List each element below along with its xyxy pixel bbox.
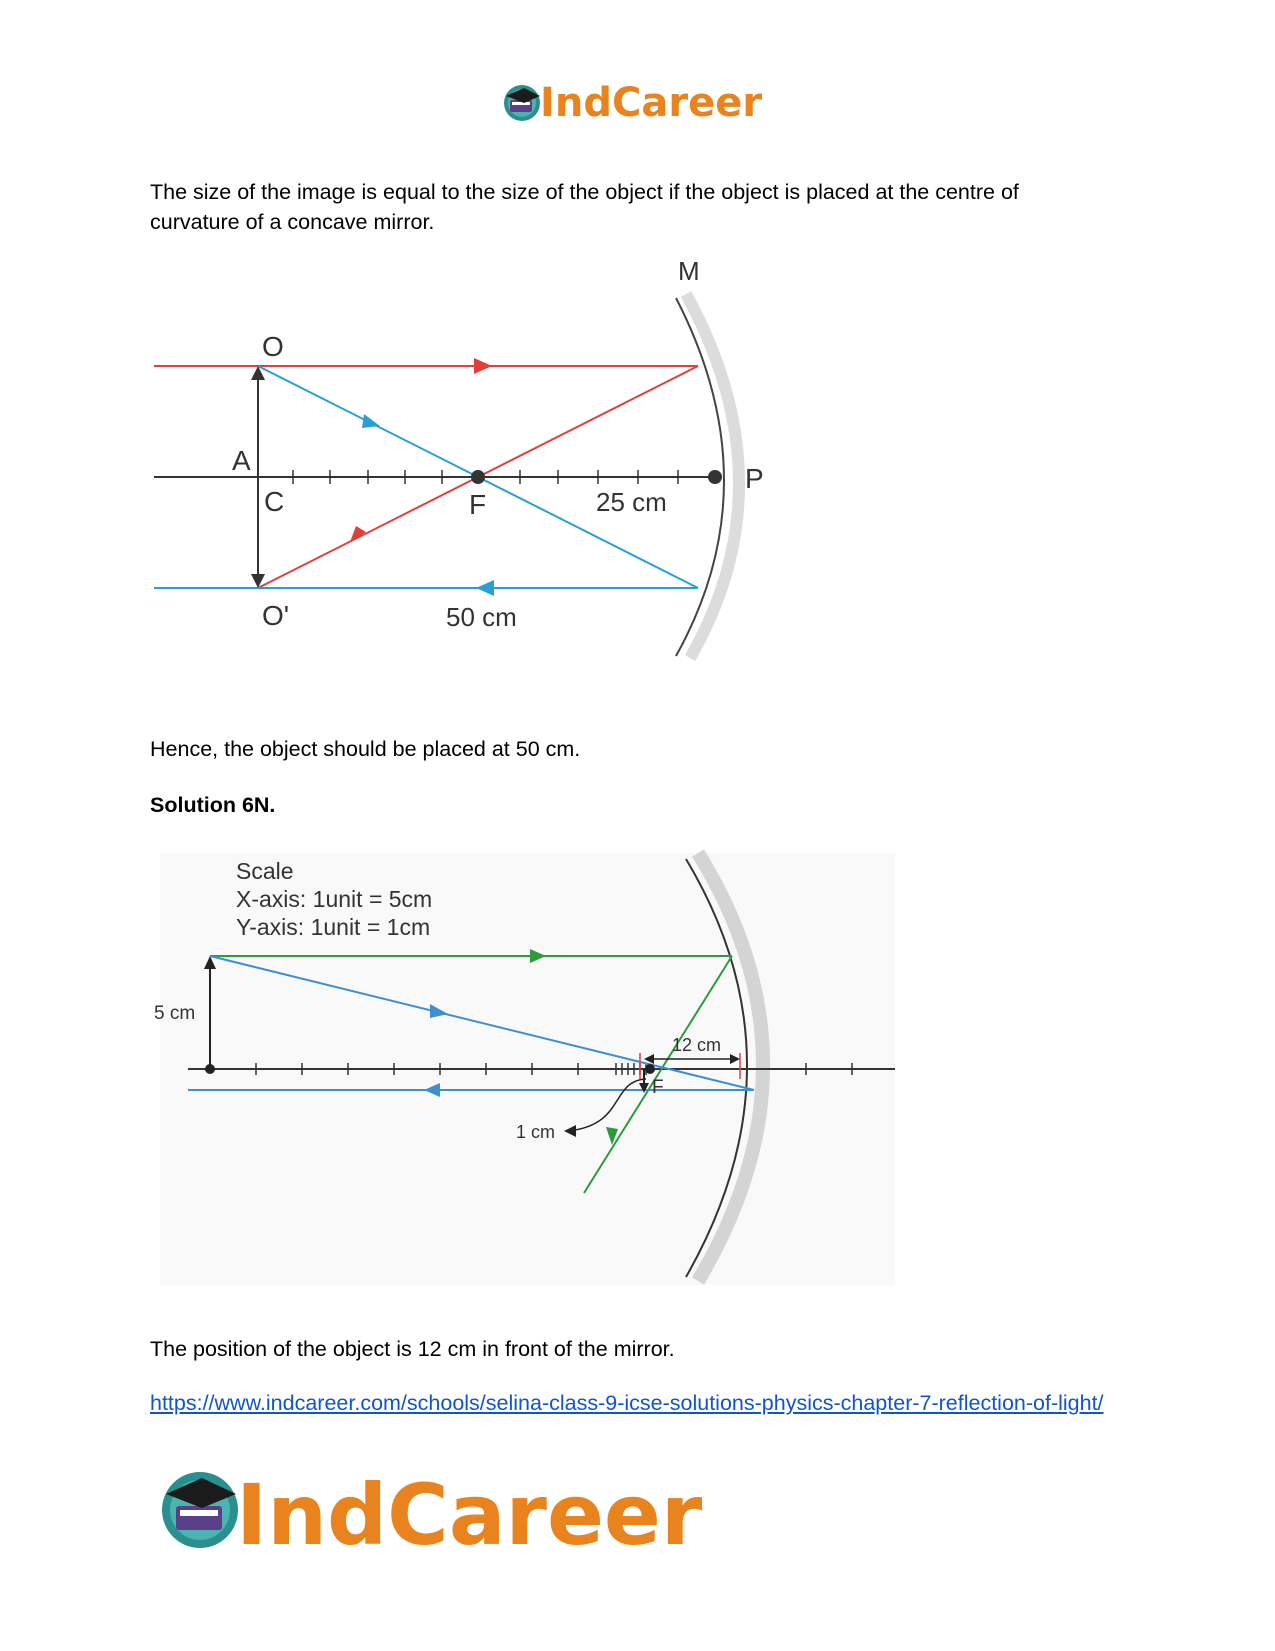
- object-base-point: [205, 1064, 215, 1074]
- arrow-down-right-icon: [362, 414, 380, 428]
- concave-mirror-diagram-1: [150, 256, 800, 702]
- indcareer-logo: [500, 78, 790, 128]
- logo-wordmark: IndCareer: [540, 80, 763, 126]
- indcareer-logo-large: [158, 1460, 703, 1564]
- solution-heading: Solution 6N.: [150, 793, 276, 817]
- label-p: P: [745, 463, 764, 494]
- pole-point: [708, 470, 722, 484]
- label-o: O: [262, 331, 284, 362]
- concave-mirror-diagram-2: [154, 853, 895, 1285]
- focus-label: F: [652, 1077, 664, 1098]
- image-distance-label: 12 cm: [672, 1035, 722, 1055]
- graduation-cap-book-icon: [162, 1472, 238, 1548]
- label-m: M: [678, 256, 700, 286]
- label-o-prime: O': [262, 600, 290, 631]
- label-a: A: [232, 445, 251, 476]
- label-focal-length: 25 cm: [596, 487, 667, 517]
- label-c: C: [264, 486, 285, 517]
- label-f: F: [469, 489, 487, 520]
- arrow-left-icon: [476, 580, 494, 596]
- source-link[interactable]: https://www.indcareer.com/schools/selina-class-9-icse-solutions-physics-chapter-7-reflection-of-light/: [150, 1391, 1104, 1415]
- focus-point: [471, 470, 485, 484]
- scale-title: Scale: [236, 858, 294, 884]
- arrow-right-icon: [474, 358, 492, 374]
- logo-wordmark: IndCareer: [236, 1466, 703, 1564]
- image-height-label: 1 cm: [516, 1122, 556, 1142]
- scale-y-label: Y-axis: 1unit = 1cm: [236, 914, 431, 940]
- scale-x-label: X-axis: 1unit = 5cm: [236, 886, 433, 912]
- focus-point: [645, 1064, 655, 1074]
- intro-paragraph: The size of the image is equal to the size of the object if the object is placed at the centre of curvature of a concave mirror.: [150, 180, 1019, 234]
- conclusion-paragraph: Hence, the object should be placed at 50 cm.: [150, 737, 581, 761]
- answer-paragraph: The position of the object is 12 cm in front of the mirror.: [150, 1337, 675, 1361]
- object-height-label: 5 cm: [154, 1003, 196, 1024]
- label-radius: 50 cm: [446, 602, 517, 632]
- graduation-cap-book-icon: [504, 85, 540, 121]
